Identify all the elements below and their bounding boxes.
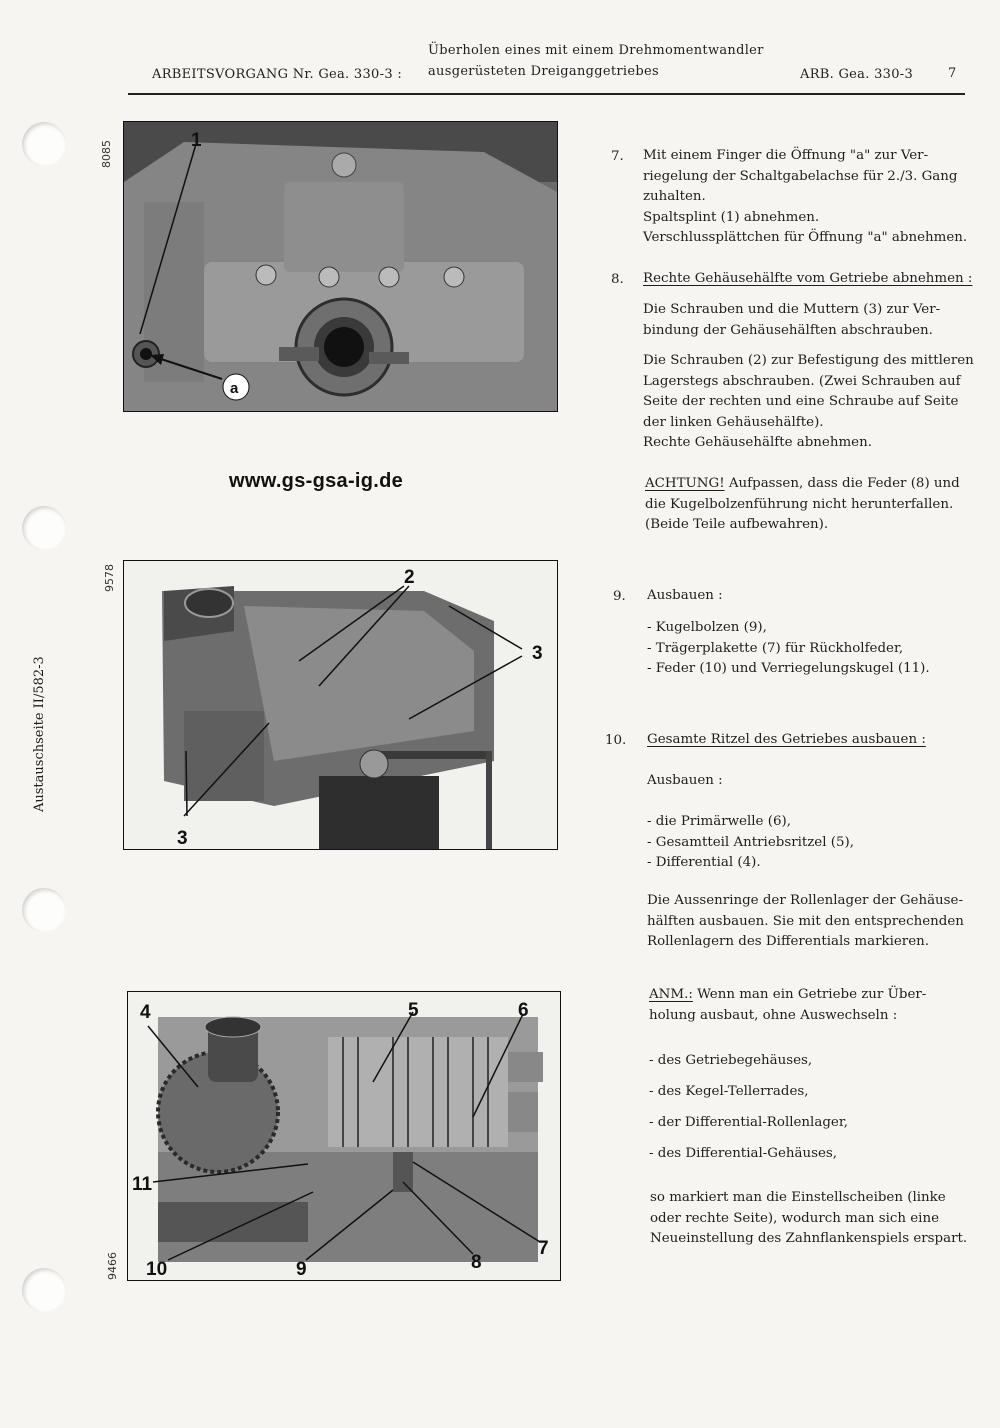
binder-hole bbox=[22, 506, 66, 550]
list-item: - Trägerplakette (7) für Rückholfeder, bbox=[647, 640, 904, 656]
text-line: bindung der Gehäusehälften abschrauben. bbox=[643, 322, 933, 338]
step-9-list bbox=[647, 618, 977, 680]
text-line: so markiert man die Einstellscheiben (linke bbox=[650, 1190, 946, 1205]
text-line: riegelung der Schaltgabelachse für 2./3. Gang bbox=[643, 168, 958, 184]
callout-a: a bbox=[230, 380, 239, 397]
text-line: Mit einem Finger die Öffnung "a" zur Ver- bbox=[643, 148, 929, 163]
text-line: zuhalten. bbox=[643, 189, 706, 204]
text-line: Rollenlagern des Differentials markieren. bbox=[647, 934, 930, 949]
text-line: Seite der rechten und eine Schraube auf Seite bbox=[643, 394, 959, 409]
callout-3-bottom: 3 bbox=[177, 828, 188, 849]
header-title-line2: ausgerüsteten Dreiganggetriebes bbox=[428, 64, 659, 79]
step-10-note-list bbox=[649, 1045, 979, 1169]
photo-gearbox-housing-drawing bbox=[124, 561, 557, 849]
step-10-note bbox=[649, 985, 989, 1026]
callout-5: 5 bbox=[408, 1000, 419, 1021]
list-item: - Feder (10) und Verriegelungskugel (11). bbox=[647, 661, 930, 676]
text-line: Spaltsplint (1) abnehmen. bbox=[643, 209, 820, 225]
callout-7: 7 bbox=[538, 1238, 549, 1259]
header-title-line1: Überholen eines mit einem Drehmomentwandler bbox=[428, 43, 764, 58]
header-right: ARB. Gea. 330-3 bbox=[800, 67, 914, 82]
text-line: (Beide Teile aufbewahren). bbox=[645, 517, 829, 532]
photo-gearbox-top bbox=[123, 121, 558, 412]
figure-number-1: 8085 bbox=[100, 140, 113, 168]
list-item: - der Differential-Rollenlager, bbox=[649, 1115, 849, 1130]
text-line: hälften ausbauen. Sie mit den entsprechenden bbox=[647, 913, 964, 929]
header-left: ARBEITSVORGANG Nr. Gea. 330-3 : bbox=[152, 67, 403, 82]
list-item: - des Differential-Gehäuses, bbox=[649, 1146, 838, 1161]
step-8-paragraph-1 bbox=[643, 300, 983, 341]
list-item: - Gesamtteil Antriebsritzel (5), bbox=[647, 834, 854, 850]
step-10-final bbox=[650, 1188, 990, 1250]
text-line: Die Schrauben (2) zur Befestigung des mittleren bbox=[643, 353, 974, 368]
note-label: ANM.: bbox=[649, 987, 693, 1002]
callout-6: 6 bbox=[518, 1000, 529, 1021]
text-line: holung ausbaut, ohne Auswechseln : bbox=[649, 1007, 898, 1023]
step-8-number: 8. bbox=[611, 272, 624, 287]
text-line: Lagerstegs abschrauben. (Zwei Schrauben auf bbox=[643, 373, 961, 389]
page-number: 7 bbox=[948, 66, 957, 81]
callout-10: 10 bbox=[146, 1259, 168, 1280]
step-10-list bbox=[647, 812, 977, 874]
list-item: - des Kegel-Tellerrades, bbox=[649, 1084, 809, 1099]
photo-gearbox-top-drawing bbox=[124, 122, 557, 411]
warning-text: Aufpassen, dass die Feder (8) und bbox=[724, 476, 960, 491]
step-10-heading: Gesamte Ritzel des Getriebes ausbauen : bbox=[647, 732, 926, 747]
step-8-heading: Rechte Gehäusehälfte vom Getriebe abnehmen : bbox=[643, 271, 973, 286]
website-url: www.gs-gsa-ig.de bbox=[229, 470, 404, 492]
callout-2: 2 bbox=[404, 567, 415, 588]
text-line: der linken Gehäusehälfte). bbox=[643, 414, 824, 430]
text-line: Die Aussenringe der Rollenlager der Gehäuse- bbox=[647, 893, 964, 908]
figure-number-2: 9578 bbox=[103, 564, 116, 592]
text-line: oder rechte Seite), wodurch man sich eine bbox=[650, 1210, 940, 1226]
step-9-number: 9. bbox=[613, 589, 626, 604]
note-text: Wenn man ein Getriebe zur Über- bbox=[692, 987, 927, 1002]
callout-4: 4 bbox=[140, 1002, 151, 1023]
step-9-heading: Ausbauen : bbox=[647, 588, 723, 603]
photo-gear-train bbox=[127, 991, 561, 1281]
text-line: Rechte Gehäusehälfte abnehmen. bbox=[643, 435, 872, 450]
text-line: Neueinstellung des Zahnflankenspiels erspart. bbox=[650, 1231, 968, 1246]
binder-hole bbox=[22, 888, 66, 932]
callout-1: 1 bbox=[191, 130, 202, 151]
photo-gear-train-drawing bbox=[128, 992, 560, 1280]
step-8-warning bbox=[645, 474, 985, 536]
binder-hole bbox=[22, 1268, 66, 1312]
callout-11: 11 bbox=[132, 1174, 153, 1195]
list-item: - Differential (4). bbox=[647, 855, 761, 870]
step-7-text bbox=[643, 146, 983, 249]
binder-hole bbox=[22, 122, 66, 166]
text-line: Die Schrauben und die Muttern (3) zur Ver- bbox=[643, 302, 941, 317]
list-item: - die Primärwelle (6), bbox=[647, 814, 791, 829]
step-8-paragraph-2 bbox=[643, 351, 983, 454]
list-item: - Kugelbolzen (9), bbox=[647, 620, 767, 635]
callout-9: 9 bbox=[296, 1259, 307, 1280]
step-10-number: 10. bbox=[605, 733, 627, 748]
warning-label: ACHTUNG! bbox=[645, 476, 725, 491]
sidebar-label: Austauschseite II/582-3 bbox=[32, 656, 47, 812]
step-10-paragraph bbox=[647, 891, 987, 953]
callout-3-right: 3 bbox=[532, 643, 543, 664]
callout-8: 8 bbox=[471, 1252, 482, 1273]
text-line: die Kugelbolzenführung nicht herunterfallen. bbox=[645, 496, 954, 512]
list-item: - des Getriebegehäuses, bbox=[649, 1053, 813, 1068]
step-10-subheading: Ausbauen : bbox=[647, 773, 723, 788]
step-7-number: 7. bbox=[611, 149, 624, 164]
photo-gearbox-housing bbox=[123, 560, 558, 850]
header-rule bbox=[128, 93, 965, 95]
text-line: Verschlussplättchen für Öffnung "a" abnehmen. bbox=[643, 230, 968, 245]
figure-number-3: 9466 bbox=[106, 1252, 119, 1280]
